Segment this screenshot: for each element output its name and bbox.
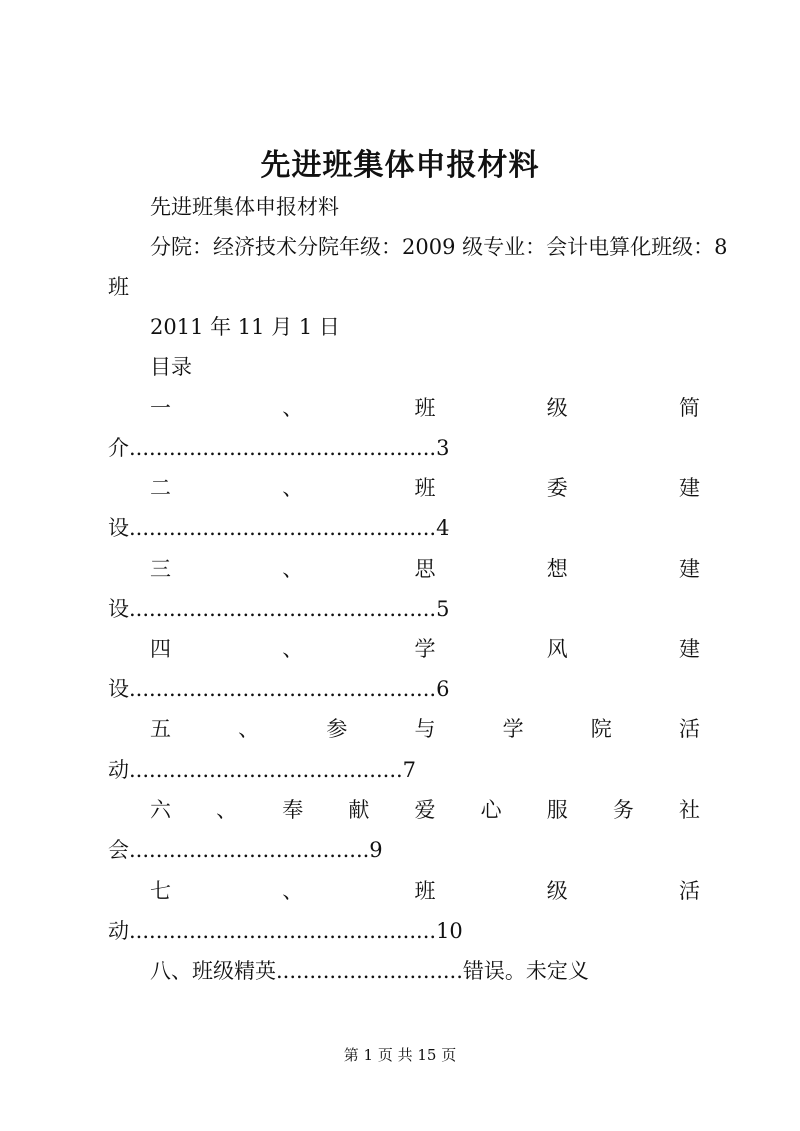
toc-char: 七 bbox=[150, 879, 171, 903]
toc-char: 六 bbox=[150, 798, 171, 822]
toc-entry-2-spread bbox=[150, 473, 700, 503]
toc-char: 班 bbox=[414, 879, 436, 903]
toc-char: 学 bbox=[502, 717, 524, 741]
toc-char: 、 bbox=[282, 637, 304, 661]
toc-entry-7-cont: 动..............................................10 bbox=[108, 919, 463, 943]
document-title: 先进班集体申报材料 bbox=[260, 148, 540, 183]
subtitle: 先进班集体申报材料 bbox=[150, 195, 339, 219]
toc-char: 级 bbox=[546, 879, 568, 903]
toc-char: 心 bbox=[480, 798, 502, 822]
toc-char: 与 bbox=[414, 717, 436, 741]
toc-entry-7-spread bbox=[150, 876, 700, 906]
toc-char: 活 bbox=[678, 717, 700, 741]
toc-entry-6-spread bbox=[150, 795, 700, 825]
toc-heading: 目录 bbox=[150, 355, 192, 379]
toc-char: 三 bbox=[150, 557, 171, 581]
toc-char: 、 bbox=[282, 557, 304, 581]
info-line-continued: 班 bbox=[108, 275, 129, 299]
toc-char: 四 bbox=[150, 637, 171, 661]
toc-char: 活 bbox=[679, 879, 700, 903]
toc-entry-4-cont: 设..............................................6 bbox=[108, 677, 450, 701]
toc-entry-3-spread bbox=[150, 554, 700, 584]
toc-entry-4-spread bbox=[150, 634, 700, 664]
toc-char: 风 bbox=[546, 637, 568, 661]
toc-char: 简 bbox=[679, 396, 700, 420]
toc-entry-1-spread bbox=[150, 393, 700, 423]
page-footer: 第 1 页 共 15 页 bbox=[343, 1046, 457, 1064]
info-line: 分院：经济技术分院年级：2009 级专业：会计电算化班级：8 bbox=[150, 235, 728, 259]
toc-entry-1-cont: 介..............................................3 bbox=[108, 436, 450, 460]
toc-char: 参 bbox=[326, 717, 348, 741]
toc-char: 级 bbox=[546, 396, 568, 420]
toc-char: 学 bbox=[414, 637, 436, 661]
toc-char: 服 bbox=[546, 798, 568, 822]
toc-char: 五 bbox=[150, 717, 171, 741]
toc-char: 院 bbox=[590, 717, 612, 741]
toc-entry-5-cont: 动.........................................7 bbox=[108, 758, 417, 782]
toc-char: 社 bbox=[679, 798, 700, 822]
toc-entry-2-cont: 设..............................................4 bbox=[108, 516, 450, 540]
toc-char: 班 bbox=[414, 396, 436, 420]
toc-char: 建 bbox=[679, 637, 700, 661]
toc-char: 一 bbox=[150, 396, 171, 420]
toc-char: 务 bbox=[612, 798, 634, 822]
toc-char: 、 bbox=[282, 476, 304, 500]
toc-entry-8: 八、班级精英............................错误。未定义 bbox=[150, 959, 589, 983]
toc-char: 、 bbox=[238, 717, 260, 741]
toc-char: 献 bbox=[348, 798, 370, 822]
toc-char: 建 bbox=[679, 476, 700, 500]
toc-char: 思 bbox=[414, 557, 436, 581]
toc-char: 班 bbox=[414, 476, 436, 500]
toc-char: 奉 bbox=[282, 798, 304, 822]
toc-entry-6-cont: 会....................................9 bbox=[108, 838, 383, 862]
document-date: 2011 年 11 月 1 日 bbox=[150, 315, 340, 339]
toc-char: 爱 bbox=[414, 798, 436, 822]
toc-char: 委 bbox=[546, 476, 568, 500]
toc-char: 二 bbox=[150, 476, 171, 500]
toc-char: 、 bbox=[216, 798, 238, 822]
toc-char: 、 bbox=[282, 879, 304, 903]
toc-entry-5-spread bbox=[150, 714, 700, 744]
toc-char: 建 bbox=[679, 557, 700, 581]
toc-char: 想 bbox=[546, 557, 568, 581]
toc-entry-3-cont: 设..............................................5 bbox=[108, 597, 450, 621]
toc-char: 、 bbox=[282, 396, 304, 420]
